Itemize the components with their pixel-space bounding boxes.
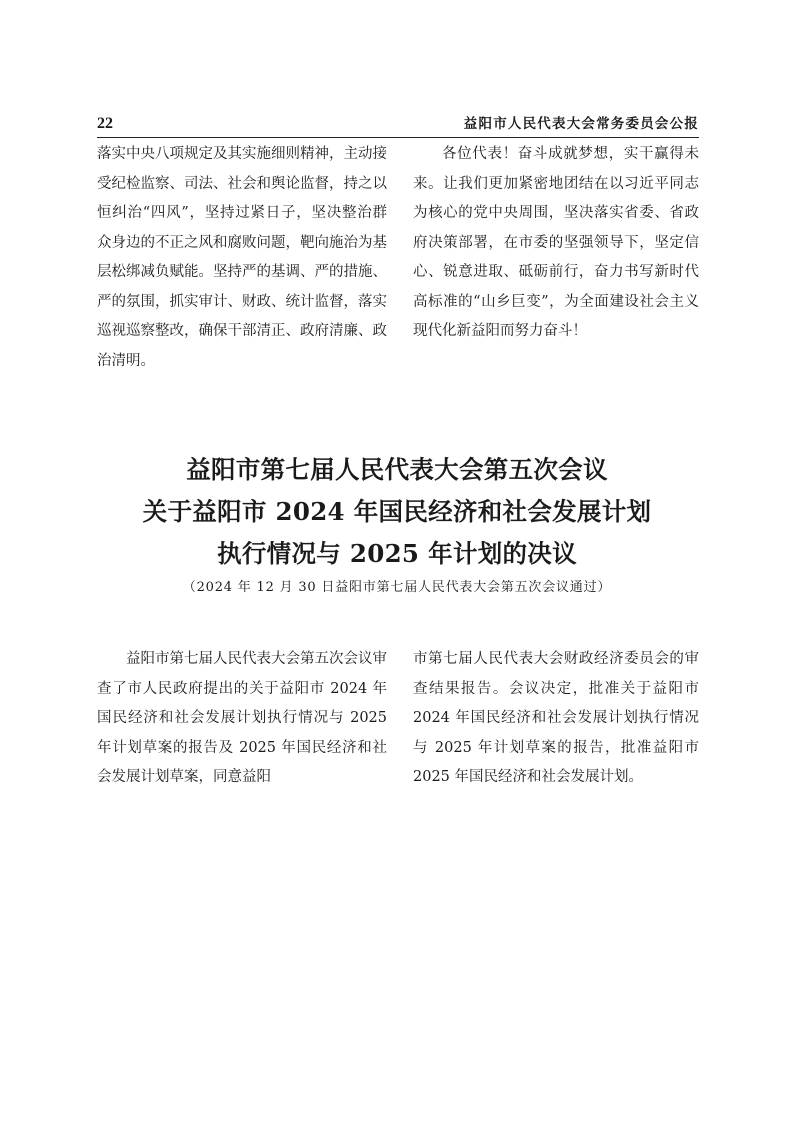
title-line-1: 益阳市第七届人民代表大会第五次会议 (186, 455, 608, 484)
previous-article-column-2: 各位代表！奋斗成就梦想，实干赢得未来。让我们更加紧密地团结在以习近平同志为核心的党中央周围，坚决落实省委、省政府决策部署，在市委的坚强领导下，坚定信心、锐意进取、砥砺前行，奋力书写新时代高标准的“山乡巨变”，为全面建设社会主义现代化新益阳而努力奋斗！ (413, 146, 699, 339)
running-header (97, 114, 699, 136)
resolution-body-column-2: 市第七届人民代表大会财政经济委员会的审查结果报告。会议决定，批准关于益阳市 2024 年国民经济和社会发展计划执行情况与 2025 年计划草案的报告，批准益阳市 2025 年国民经济和社会发展计划。 (413, 651, 699, 785)
title-line-2: 关于益阳市 2024 年国民经济和社会发展计划 (142, 497, 652, 526)
resolution-title (60, 449, 734, 575)
title-line-3: 执行情况与 2025 年计划的决议 (217, 539, 577, 568)
page-number: 22 (97, 115, 113, 132)
previous-article-column-1: 落实中央八项规定及其实施细则精神，主动接受纪检监察、司法、社会和舆论监督，持之以恒纠治“四风”，坚持过紧日子，坚决整治群众身边的不正之风和腐败问题，靶向施治为基层松绑减负赋能。坚持严的基调、严的措施、严的氛围，抓实审计、财政、统计监督，落实巡视巡察整改，确保干部清正、政府清廉、政治清明。 (97, 146, 387, 369)
resolution-subtitle: （2024 年 12 月 30 日益阳市第七届人民代表大会第五次会议通过） (182, 580, 612, 595)
journal-title: 益阳市人民代表大会常务委员会公报 (463, 116, 699, 132)
resolution-body-column-1: 益阳市第七届人民代表大会第五次会议审查了市人民政府提出的关于益阳市 2024 年国民经济和社会发展计划执行情况与 2025 年计划草案的报告及 2025 年国民经济和社会发展计划草案，同意益阳 (97, 651, 387, 785)
header-rule (97, 137, 699, 138)
